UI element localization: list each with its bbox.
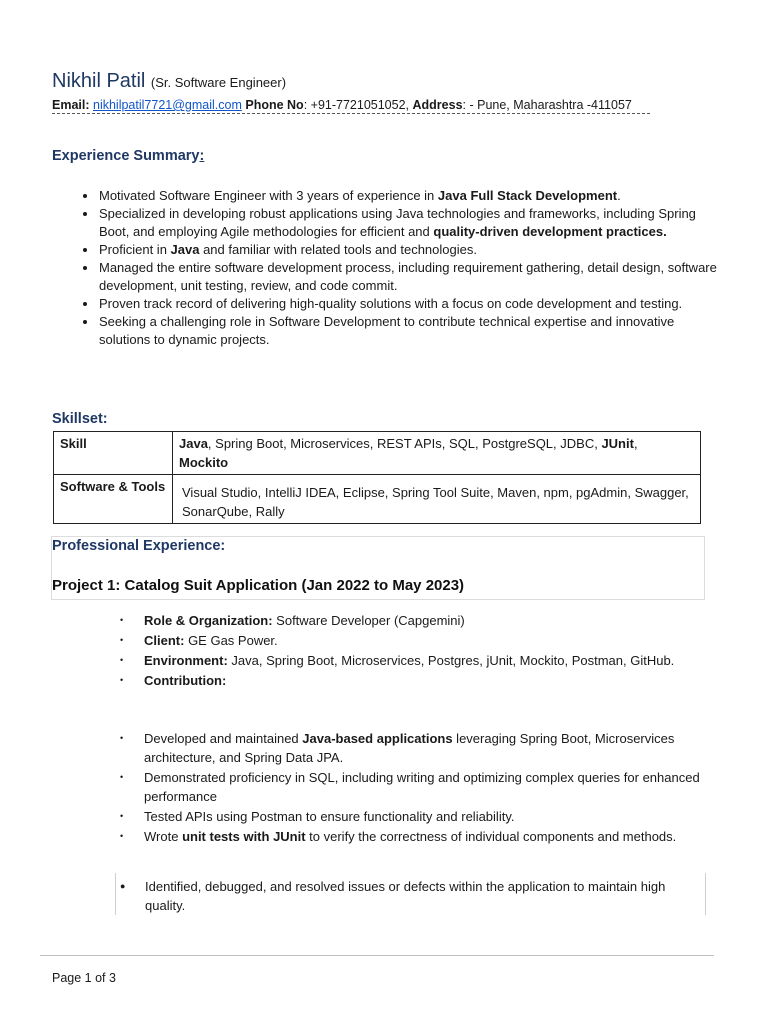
list-item: • Proven track record of delivering high-quality solutions with a focus on code development and testing. (98, 295, 718, 313)
skillset-table (53, 431, 701, 524)
list-item: • Environment: Java, Spring Boot, Microservices, Postgres, jUnit, Mockito, Postman, GitHub. (120, 653, 675, 668)
experience-summary-heading: Experience Summary: (52, 148, 205, 164)
tools-value: Visual Studio, IntelliJ IDEA, Eclipse, Spring Tool Suite, Maven, npm, pgAdmin, Swagger, SonarQube, Rally (173, 475, 701, 524)
table-row (54, 432, 701, 475)
footer-divider (40, 955, 714, 956)
bullet-icon: • (120, 675, 124, 685)
list-item: • Developed and maintained Java-based applications leveraging Spring Boot, Microservices architecture, and Spring Data JPA. (120, 731, 675, 765)
list-item: ● Identified, debugged, and resolved issues or defects within the application to maintain high quality. (120, 879, 666, 913)
project-details-list (120, 611, 704, 691)
list-item: • Tested APIs using Postman to ensure functionality and reliability. (120, 809, 515, 824)
header-divider (52, 113, 650, 114)
skill-key: Skill (54, 432, 173, 475)
list-item: • Wrote unit tests with JUnit to verify the correctness of individual components and methods. (120, 829, 677, 844)
bullet-icon: • (120, 831, 124, 841)
skillset-heading: Skillset: (52, 411, 108, 427)
list-item: • Demonstrated proficiency in SQL, including writing and optimizing complex queries for enhanced performance (120, 770, 700, 804)
list-item: • Specialized in developing robust applications using Java technologies and frameworks, including Spring Boot, and employing Agile methodologies for efficient and quality-driven development practices. (98, 205, 718, 241)
list-item: • Client: GE Gas Power. (120, 633, 278, 648)
table-row (54, 475, 701, 524)
bullet-icon: ● (120, 881, 126, 891)
list-item: • Proficient in Java and familiar with related tools and technologies. (98, 241, 718, 259)
email-link[interactable]: nikhilpatil7721@gmail.com (93, 98, 242, 112)
page-number: Page 1 of 3 (52, 971, 116, 985)
bullet-icon: • (120, 635, 124, 645)
address-label: Address (412, 98, 463, 112)
phone-label: Phone No (245, 98, 304, 112)
tools-key: Software & Tools (54, 475, 173, 524)
bullet-icon: • (120, 733, 124, 743)
list-item: • Motivated Software Engineer with 3 years of experience in Java Full Stack Development. (98, 187, 718, 205)
skill-value: Java, Spring Boot, Microservices, REST APIs, SQL, PostgreSQL, JDBC, JUnit, Mockito (173, 432, 701, 475)
bullet-icon: • (120, 811, 124, 821)
experience-summary-list (78, 187, 718, 349)
candidate-role: (Sr. Software Engineer) (150, 75, 287, 90)
bullet-icon: • (120, 772, 124, 782)
bullet-icon: • (120, 655, 124, 665)
contact-line (52, 98, 632, 112)
project-title: Project 1: Catalog Suit Application (Jan 2022 to May 2023) (52, 577, 465, 594)
list-item: • Seeking a challenging role in Software Development to contribute technical expertise and innovative solutions to dynamic projects. (98, 313, 718, 349)
list-item: • Contribution: (120, 673, 227, 688)
phone-value: : +91-7721051052, (303, 98, 410, 112)
candidate-name: Nikhil Patil (Sr. Software Engineer) (52, 70, 287, 92)
list-item: • Managed the entire software development process, including requirement gathering, detail design, software development, unit testing, review, and code commit. (98, 259, 718, 295)
contribution-list (120, 729, 704, 847)
email-label: Email: (52, 98, 90, 112)
bullet-icon: • (120, 615, 124, 625)
list-item: • Role & Organization: Software Developer (Capgemini) (120, 613, 465, 628)
professional-experience-heading: Professional Experience: (52, 538, 226, 554)
address-value: : - Pune, Maharashtra -411057 (462, 98, 632, 112)
